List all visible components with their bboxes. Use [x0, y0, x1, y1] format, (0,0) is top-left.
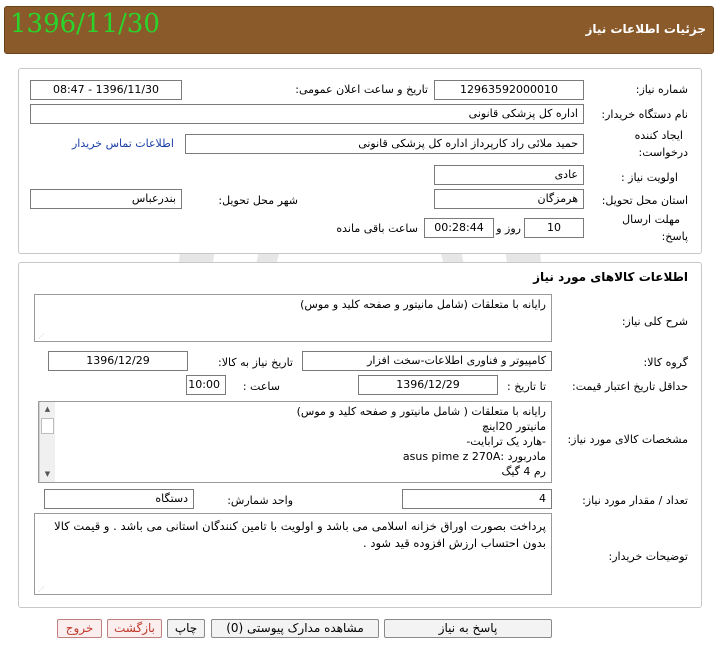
scroll-thumb[interactable]: [41, 418, 54, 434]
announce-datetime-field: 1396/11/30 - 08:47: [30, 80, 182, 100]
time-left-field: 00:28:44: [424, 218, 494, 238]
requester-field: حمید ملائی راد کارپرداز اداره کل پزشکی قانونی: [185, 134, 584, 154]
priority-field: عادی: [434, 165, 584, 185]
buyer-org-field: اداره کل پزشکی قانونی: [30, 104, 584, 124]
specs-line: رم 4 گیگ: [501, 465, 546, 478]
print-button[interactable]: چاپ: [167, 619, 205, 638]
hour-label: ساعت :: [242, 380, 280, 393]
buyer-notes-label: توضیحات خریدار:: [608, 550, 688, 563]
need-number-field: 12963592000010: [434, 80, 584, 100]
requester-label-2: درخواست:: [638, 146, 688, 159]
need-number-label: شماره نیاز:: [635, 83, 688, 96]
specs-line: -هارد یک ترابایت-: [466, 435, 546, 448]
need-date-field: 1396/12/29: [48, 351, 188, 371]
specs-field: [38, 401, 552, 483]
city-label: شهر محل تحویل:: [218, 194, 298, 207]
header-date: 1396/11/30: [10, 9, 160, 39]
scroll-up-icon[interactable]: ▲: [44, 405, 51, 413]
contact-buyer-link[interactable]: اطلاعات تماس خریدار: [72, 137, 174, 150]
buyer-org-label: نام دستگاه خریدار:: [601, 108, 688, 121]
goods-group-field: کامپیوتر و فناوری اطلاعات-سخت افزار: [302, 351, 552, 371]
page-title: جزئیات اطلاعات نیاز: [585, 22, 706, 36]
priority-label: اولویت نیاز :: [620, 171, 678, 184]
resize-grip-icon[interactable]: ⋰: [38, 586, 44, 593]
resize-grip-icon[interactable]: ⋰: [38, 333, 44, 340]
scroll-down-icon[interactable]: ▼: [44, 470, 51, 478]
specs-line: مادربورد :asus pime z 270A: [402, 450, 546, 463]
announce-datetime-label: تاریخ و ساعت اعلان عمومی:: [295, 83, 428, 96]
general-desc-label: شرح کلی نیاز:: [621, 315, 688, 328]
specs-line: مانیتور 20اینچ: [482, 420, 546, 433]
specs-label: مشخصات کالای مورد نیاز:: [567, 433, 688, 446]
buyer-notes-field: پرداخت بصورت اوراق خزانه اسلامی می باشد و اولویت با تامین کنندگان استانی می باشد . و قیمت کالا بدون احتساب ارزش افزوده قید شود .: [34, 513, 552, 595]
province-field: هرمزگان: [434, 189, 584, 209]
exit-button[interactable]: خروج: [57, 619, 102, 638]
min-validity-label: حداقل تاریخ اعتبار قیمت:: [572, 380, 688, 393]
view-attachments-button[interactable]: مشاهده مدارک پیوستی (0): [211, 619, 379, 638]
time-left-label: ساعت باقی مانده: [336, 222, 418, 235]
deadline-label-2: پاسخ:: [661, 230, 688, 243]
quantity-field: 4: [402, 489, 552, 509]
goods-group-label: گروه کالا:: [643, 356, 688, 369]
reply-to-need-button[interactable]: پاسخ به نیاز: [384, 619, 552, 638]
province-label: استان محل تحویل:: [601, 194, 688, 207]
days-label: روز و: [496, 222, 521, 235]
need-date-label: تاریخ نیاز به کالا:: [218, 356, 293, 369]
specs-line: رایانه با متعلقات ( شامل مانیتور و صفحه کلید و موس): [296, 405, 546, 418]
general-desc-field: رایانه با متعلقات (شامل مانیتور و صفحه کلید و موس): [34, 294, 552, 342]
until-date-label: تا تاریخ :: [507, 380, 546, 393]
until-date-field: 1396/12/29: [358, 375, 498, 395]
requester-label-1: ایجاد کننده: [634, 129, 683, 142]
days-field: 10: [524, 218, 584, 238]
unit-field: دستگاه: [44, 489, 194, 509]
back-button[interactable]: بازگشت: [107, 619, 162, 638]
unit-label: واحد شمارش:: [227, 494, 293, 507]
quantity-label: تعداد / مقدار مورد نیاز:: [582, 494, 688, 507]
deadline-label-1: مهلت ارسال: [622, 213, 680, 226]
goods-section-title: اطلاعات کالاهای مورد نیاز: [533, 270, 688, 284]
city-field: بندرعباس: [30, 189, 182, 209]
specs-scrollbar[interactable]: [39, 402, 55, 482]
hour-field: 10:00: [186, 375, 226, 395]
